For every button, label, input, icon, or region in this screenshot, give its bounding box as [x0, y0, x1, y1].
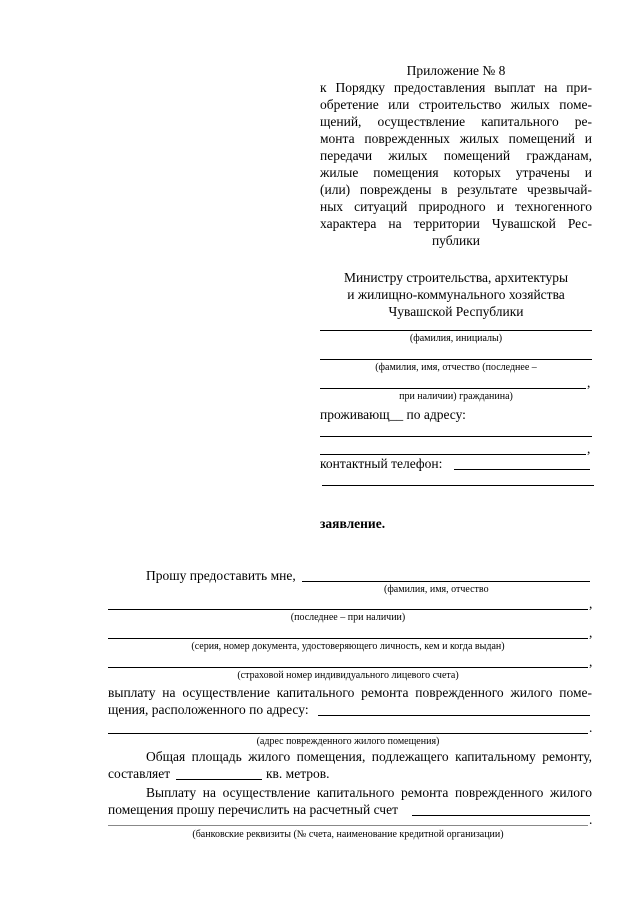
- hint-bank: (банковские реквизиты (№ счета, наименование кредитной организации): [192, 829, 504, 840]
- appendix-line-6: жилые помещения которых утрачены и: [320, 165, 592, 180]
- comma-b: ,: [589, 625, 593, 640]
- appendix-line-9: характера на территории Чувашской Рес-: [320, 216, 592, 231]
- request-fio-line[interactable]: [302, 581, 590, 582]
- bank-details-line[interactable]: [108, 825, 588, 826]
- period-b: .: [589, 812, 593, 827]
- appendix-line-3: щений, осуществление капитального ре-: [320, 114, 592, 129]
- hint-fio-2: при наличии) гражданина): [399, 391, 513, 402]
- hint-address: (адрес поврежденного жилого помещения): [256, 736, 440, 747]
- addressee-line-2: и жилищно-коммунального хозяйства: [347, 287, 565, 302]
- comma-2: ,: [587, 441, 591, 456]
- extra-field-line[interactable]: [322, 485, 594, 486]
- transfer-line-2: помещения прошу перечислить на расчетный счет: [108, 802, 398, 817]
- phone-label: контактный телефон:: [320, 456, 443, 471]
- residing-label: проживающ__ по адресу:: [320, 407, 466, 422]
- appendix-line-5: передачи жилых помещений гражданам,: [320, 148, 592, 163]
- hint-initials: (фамилия, инициалы): [409, 333, 503, 344]
- phone-field-line[interactable]: [454, 469, 590, 470]
- appendix-title: Приложение № 8: [406, 63, 506, 78]
- applicant-fio-line-2[interactable]: [320, 388, 586, 389]
- bank-account-line[interactable]: [412, 815, 590, 816]
- area-prefix: составляет: [108, 766, 171, 781]
- period-a: .: [589, 720, 593, 735]
- property-address-line-1[interactable]: [318, 715, 590, 716]
- request-label: Прошу предоставить мне,: [146, 568, 296, 583]
- property-address-line-2[interactable]: [108, 733, 588, 734]
- comma-a: ,: [589, 596, 593, 611]
- body-field-line-1[interactable]: [108, 609, 588, 610]
- body-field-line-2[interactable]: [108, 638, 588, 639]
- document-heading: заявление.: [320, 516, 386, 531]
- addressee-line-3: Чувашской Республики: [388, 304, 524, 319]
- body-field-line-3[interactable]: [108, 667, 588, 668]
- appendix-line-1: к Порядку предоставления выплат на при-: [320, 80, 592, 95]
- appendix-line-7: (или) повреждены в результате чрезвычай-: [320, 182, 592, 197]
- appendix-line-2: обретение или строительство жилых поме-: [320, 97, 592, 112]
- area-value-line[interactable]: [176, 779, 262, 780]
- applicant-fio-line-1[interactable]: [320, 359, 592, 360]
- hint-document: (серия, номер документа, удостоверяющего личность, кем и когда выдан): [191, 641, 505, 652]
- area-suffix: кв. метров.: [266, 766, 330, 781]
- hint-body-fio: (фамилия, имя, отчество: [384, 584, 489, 595]
- hint-fio-1: (фамилия, имя, отчество (последнее –: [375, 362, 537, 373]
- payment-line-1: выплату на осуществление капитального ремонта поврежденного жилого поме-: [108, 685, 592, 700]
- initials-field-line[interactable]: [320, 330, 592, 331]
- addressee-line-1: Министру строительства, архитектуры: [343, 270, 569, 285]
- appendix-line-8: ных ситуаций природного и техногенного: [320, 199, 592, 214]
- comma-c: ,: [589, 654, 593, 669]
- hint-snils: (страховой номер индивидуального лицевого счета): [237, 670, 459, 681]
- hint-last-name: (последнее – при наличии): [290, 612, 406, 623]
- transfer-line-1: Выплату на осуществление капитального ремонта поврежденного жилого: [146, 785, 592, 800]
- comma-1: ,: [587, 375, 591, 390]
- address-field-line-1[interactable]: [320, 436, 592, 437]
- payment-line-2: щения, расположенного по адресу:: [108, 702, 309, 717]
- appendix-last-line: публики: [431, 233, 481, 248]
- appendix-line-4: монта поврежденных жилых помещений и: [320, 131, 592, 146]
- area-line-1: Общая площадь жилого помещения, подлежащего капитальному ремонту,: [146, 749, 592, 764]
